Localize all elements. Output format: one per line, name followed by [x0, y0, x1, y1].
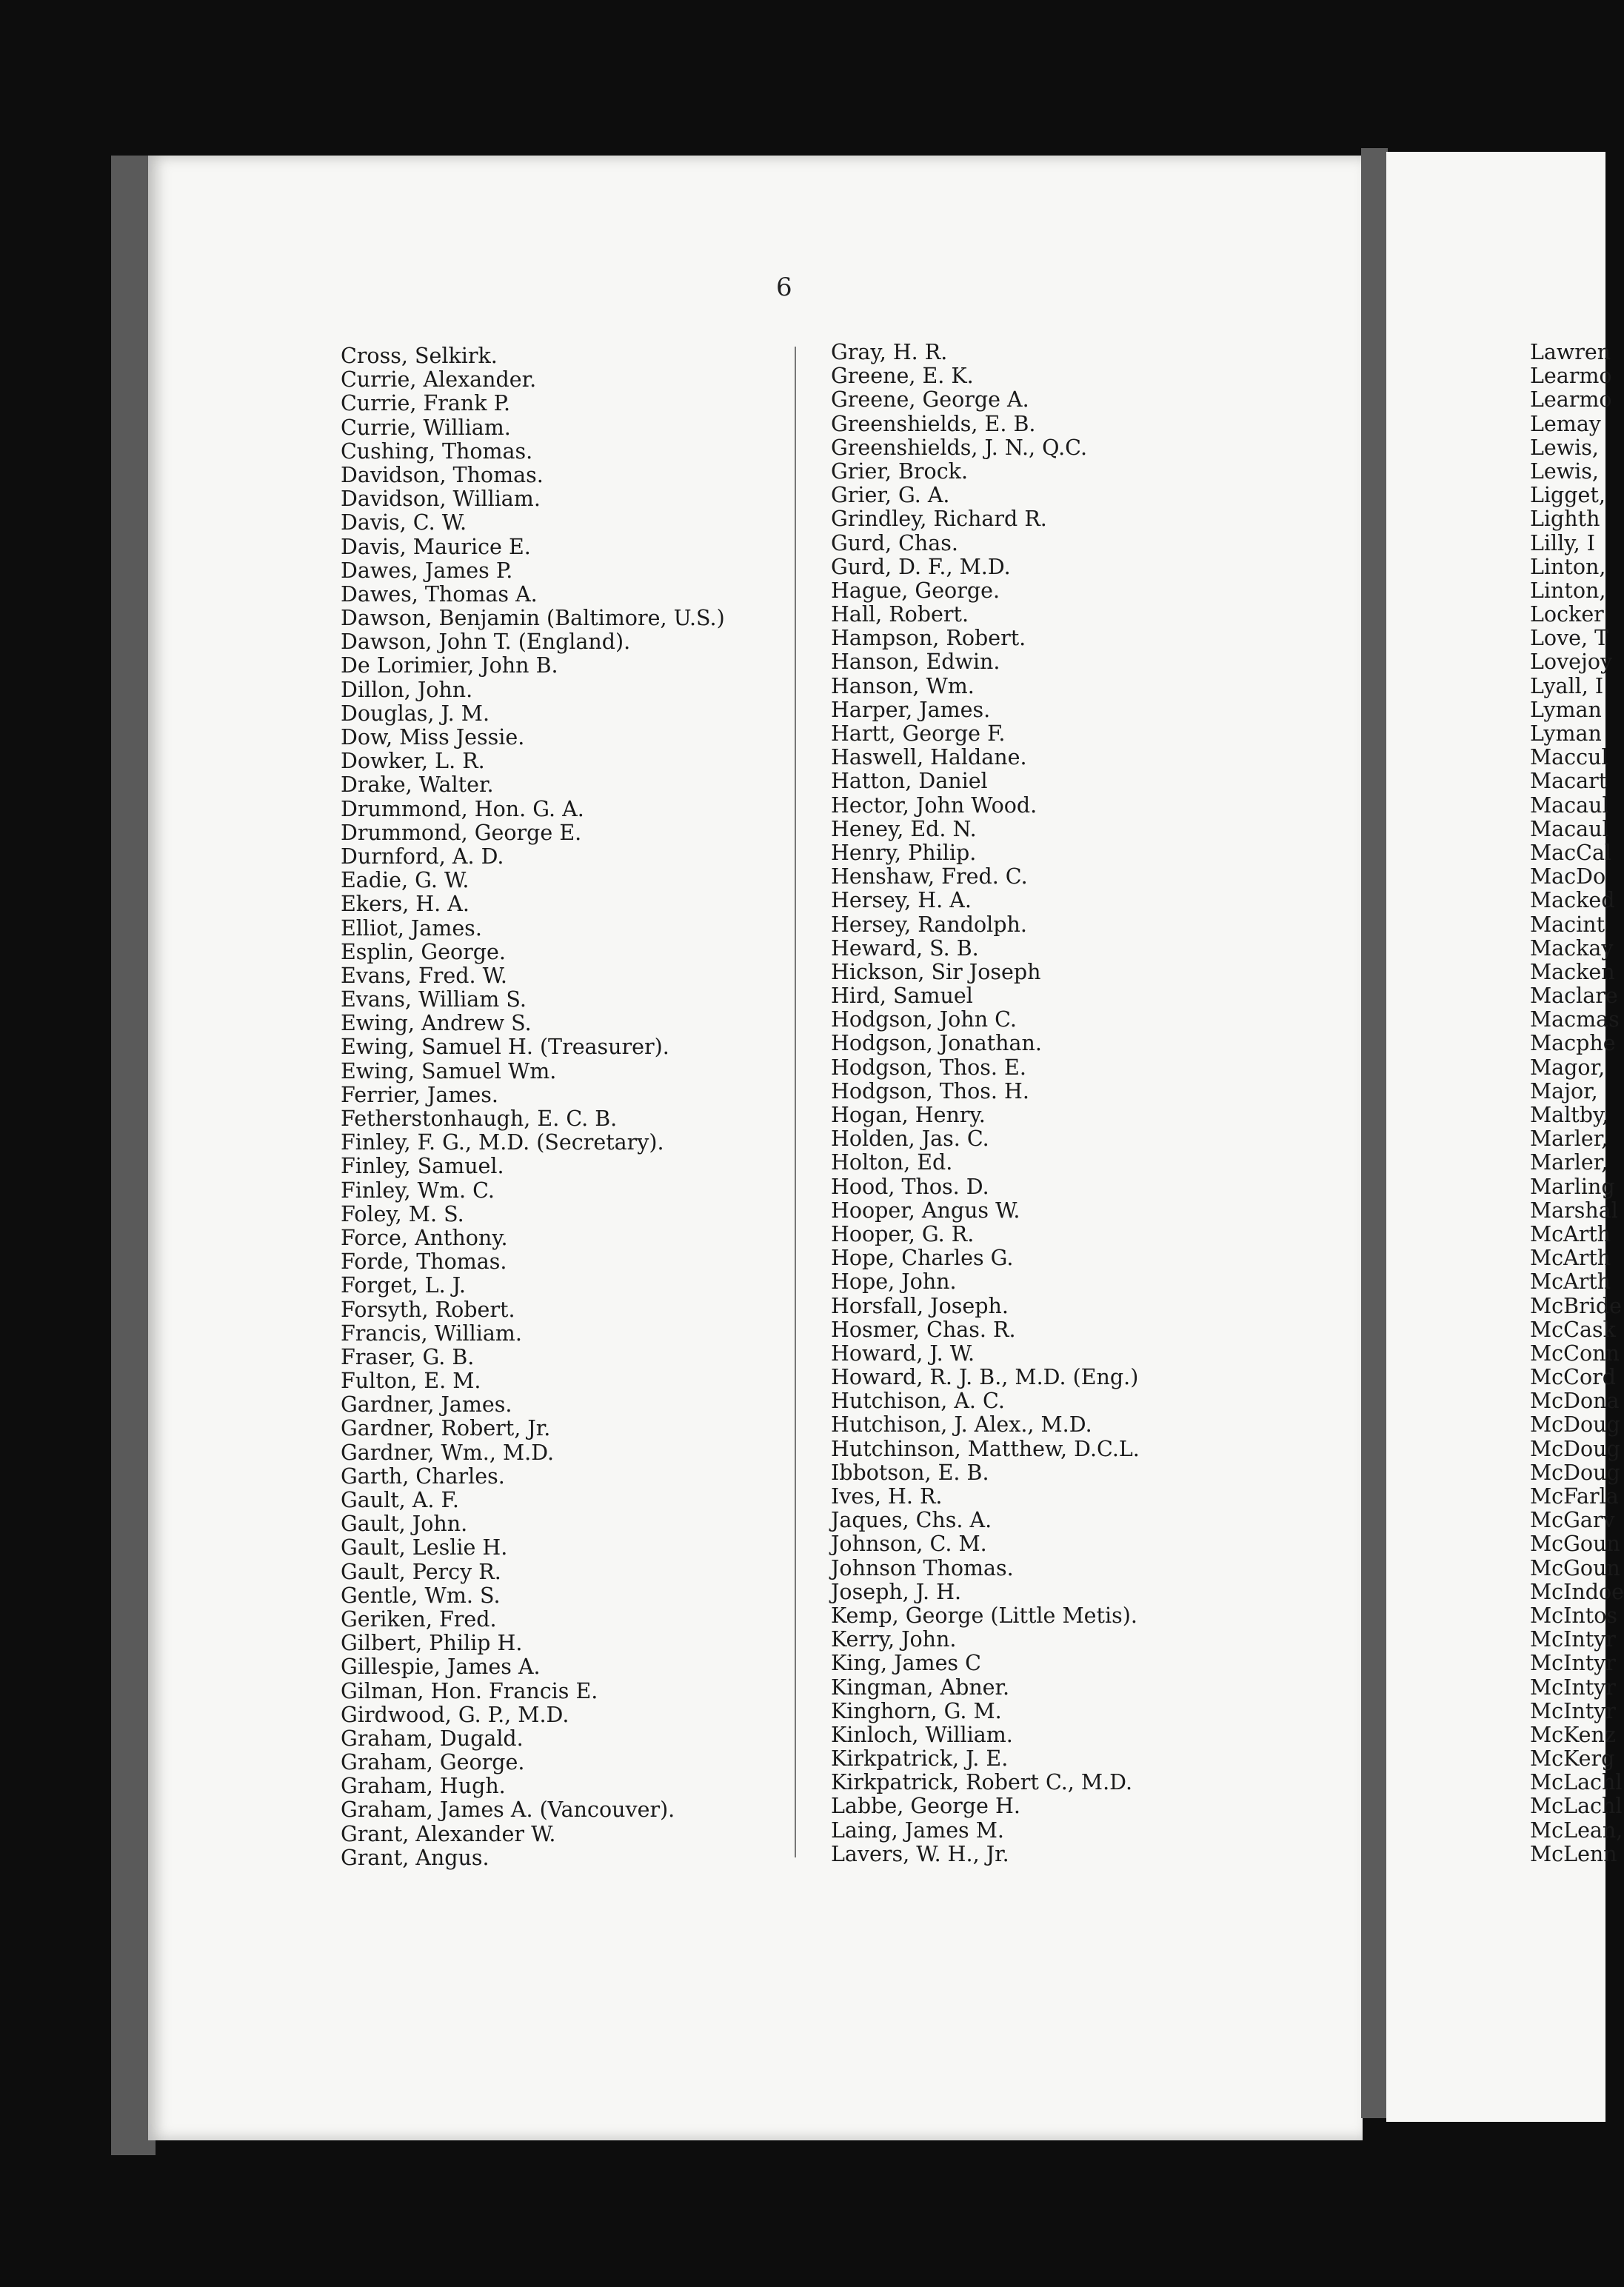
member-name: Elliot, James. — [341, 915, 482, 941]
member-name: Hird, Samuel — [831, 984, 973, 1009]
member-name: Learmo — [1530, 387, 1612, 413]
member-name: Lyman — [1530, 697, 1602, 722]
member-name: Kinloch, William. — [831, 1722, 1013, 1747]
member-name: Douglas, J. M. — [341, 701, 490, 726]
member-name: Holden, Jas. C. — [831, 1126, 989, 1152]
member-list-column-1 — [341, 344, 725, 1870]
member-name: McLean, — [1530, 1817, 1623, 1843]
member-name: Foley, M. S. — [341, 1201, 464, 1226]
member-name: Mackay — [1530, 935, 1614, 961]
member-name: Ewing, Samuel Wm. — [341, 1058, 557, 1084]
member-name: Hutchinson, Matthew, D.C.L. — [831, 1436, 1140, 1461]
member-name: McLachl — [1530, 1794, 1623, 1819]
member-name: MacDo — [1530, 864, 1606, 889]
member-name: Hutchison, A. C. — [831, 1389, 1005, 1414]
member-name: Cushing, Thomas. — [341, 438, 533, 464]
member-name: Greenshields, J. N., Q.C. — [831, 435, 1088, 460]
member-name: McDoug — [1530, 1412, 1620, 1438]
member-list-column-3-partial — [1530, 340, 1624, 1866]
page-number: 6 — [776, 273, 792, 302]
member-name: Marler, — [1530, 1150, 1608, 1175]
left-page — [148, 156, 1363, 2140]
member-name: Gault, Percy R. — [341, 1559, 501, 1584]
member-name: Johnson, C. M. — [831, 1532, 987, 1557]
member-name: MacCal — [1530, 840, 1612, 865]
member-name: Hodgson, John C. — [831, 1007, 1017, 1032]
member-name: Gardner, James. — [341, 1392, 512, 1418]
member-name: Gault, Leslie H. — [341, 1535, 508, 1560]
member-name: Dawson, Benjamin (Baltimore, U.S.) — [341, 606, 725, 631]
member-name: McFarla — [1530, 1484, 1619, 1509]
member-name: Dawes, James P. — [341, 558, 513, 583]
member-name: Hooper, G. R. — [831, 1221, 975, 1246]
member-name: Marling — [1530, 1174, 1615, 1199]
member-list-column-2 — [831, 341, 1140, 1866]
member-name: Greene, E. K. — [831, 364, 974, 389]
member-name: Locker — [1530, 602, 1604, 627]
member-name: McIndoe — [1530, 1579, 1624, 1604]
member-name: Currie, William. — [341, 415, 511, 440]
member-name: McKerg — [1530, 1746, 1615, 1772]
member-name: Ekers, H. A. — [341, 892, 470, 917]
member-name: Hersey, H. A. — [831, 888, 972, 913]
member-name: Labbe, George H. — [831, 1794, 1020, 1819]
member-name: Lawren — [1530, 340, 1611, 364]
member-name: McIntyr — [1530, 1675, 1616, 1700]
member-name: Gault, John. — [341, 1512, 468, 1537]
member-name: Grier, G. A. — [831, 483, 950, 508]
member-name: Drummond, George E. — [341, 820, 582, 845]
member-name: Drake, Walter. — [341, 772, 494, 798]
member-name: Kinghorn, G. M. — [831, 1698, 1002, 1723]
member-name: Hope, John. — [831, 1269, 957, 1295]
member-name: Esplin, George. — [341, 939, 506, 964]
member-name: McArth — [1530, 1246, 1611, 1271]
member-name: Hodgson, Thos. H. — [831, 1078, 1029, 1104]
member-name: Davis, Maurice E. — [341, 534, 531, 559]
member-name: Forde, Thomas. — [341, 1249, 507, 1275]
member-name: Macphe — [1530, 1031, 1616, 1056]
member-name: Grant, Alexander W. — [341, 1821, 556, 1846]
member-name: Major, — [1530, 1078, 1598, 1104]
member-name: Lewis, — [1530, 435, 1599, 460]
member-name: Eadie, G. W. — [341, 868, 470, 893]
member-name: McDoug — [1530, 1460, 1620, 1485]
member-name: Girdwood, G. P., M.D. — [341, 1702, 569, 1727]
member-name: Lighth — [1530, 507, 1600, 532]
member-name: Gentle, Wm. S. — [341, 1583, 501, 1608]
member-name: Kemp, George (Little Metis). — [831, 1603, 1137, 1628]
member-name: Dawes, Thomas A. — [341, 581, 538, 607]
member-name: Jaques, Chs. A. — [831, 1508, 992, 1533]
member-name: De Lorimier, John B. — [341, 653, 558, 678]
member-name: Ferrier, James. — [341, 1082, 498, 1107]
member-name: Gurd, D. F., M.D. — [831, 554, 1011, 579]
member-name: Greene, George A. — [831, 387, 1029, 413]
member-name: Hogan, Henry. — [831, 1103, 986, 1127]
member-name: McLachl — [1530, 1770, 1623, 1795]
member-name: Macint — [1530, 912, 1605, 937]
member-name: Hartt, George F. — [831, 721, 1006, 746]
member-name: Heney, Ed. N. — [831, 816, 977, 841]
member-name: Hersey, Randolph. — [831, 912, 1027, 937]
member-name: McDona — [1530, 1389, 1620, 1414]
member-name: Hanson, Edwin. — [831, 650, 1000, 675]
member-name: Gault, A. F. — [341, 1488, 459, 1512]
member-name: Hutchison, J. Alex., M.D. — [831, 1412, 1092, 1438]
member-name: Graham, Hugh. — [341, 1774, 506, 1799]
member-name: Gray, H. R. — [831, 340, 948, 364]
member-name: Henry, Philip. — [831, 840, 977, 865]
member-name: Ligget, — [1530, 483, 1605, 508]
member-name: Dowker, L. R. — [341, 749, 485, 774]
member-name: Gilbert, Philip H. — [341, 1631, 523, 1656]
member-name: McCask — [1530, 1317, 1616, 1342]
member-name: McGarv — [1530, 1508, 1615, 1533]
member-name: Hatton, Daniel — [831, 769, 988, 794]
member-name: Graham, George. — [341, 1750, 525, 1775]
member-name: Grier, Brock. — [831, 458, 968, 484]
member-name: McKenz — [1530, 1722, 1616, 1747]
member-name: Currie, Frank P. — [341, 391, 511, 416]
member-name: Lyall, I — [1530, 673, 1604, 698]
column-divider — [795, 347, 796, 1857]
member-name: Finley, Samuel. — [341, 1154, 504, 1179]
member-name: Maltby, — [1530, 1103, 1609, 1127]
member-name: Linton, — [1530, 578, 1606, 603]
member-name: Macart — [1530, 769, 1608, 794]
member-name: McIntos — [1530, 1603, 1617, 1628]
member-name: Lavers, W. H., Jr. — [831, 1841, 1009, 1866]
member-name: Forsyth, Robert. — [341, 1297, 515, 1322]
member-name: Macaul — [1530, 792, 1609, 818]
member-name: Howard, J. W. — [831, 1341, 975, 1366]
member-name: Ewing, Samuel H. (Treasurer). — [341, 1035, 669, 1060]
member-name: Davidson, William. — [341, 487, 541, 512]
member-name: McCord — [1530, 1365, 1616, 1390]
member-name: Hector, John Wood. — [831, 792, 1037, 818]
member-name: McBride — [1530, 1293, 1622, 1318]
member-name: McArth — [1530, 1221, 1611, 1246]
member-name: Cross, Selkirk. — [341, 344, 498, 368]
member-name: Learmo — [1530, 364, 1612, 389]
member-name: McArth — [1530, 1269, 1611, 1295]
member-name: Greenshields, E. B. — [831, 411, 1036, 436]
member-name: Johnson Thomas. — [831, 1555, 1014, 1580]
member-name: McIntyr — [1530, 1651, 1616, 1676]
member-name: Howard, R. J. B., M.D. (Eng.) — [831, 1365, 1139, 1390]
member-name: Force, Anthony. — [341, 1225, 508, 1250]
member-name: Garth, Charles. — [341, 1463, 505, 1489]
member-name: Macaul — [1530, 816, 1609, 841]
member-name: King, James C — [831, 1651, 981, 1676]
member-name: Heward, S. B. — [831, 935, 979, 961]
member-name: Hickson, Sir Joseph — [831, 959, 1041, 984]
member-name: McGoun — [1530, 1555, 1620, 1580]
member-name: Graham, James A. (Vancouver). — [341, 1797, 675, 1823]
member-name: Graham, Dugald. — [341, 1726, 524, 1751]
member-name: McIntyr — [1530, 1627, 1616, 1652]
member-name: Kirkpatrick, Robert C., M.D. — [831, 1770, 1133, 1795]
member-name: Currie, Alexander. — [341, 367, 537, 393]
member-name: Grindley, Richard R. — [831, 507, 1047, 532]
member-name: Durnford, A. D. — [341, 844, 504, 869]
member-name: Macken — [1530, 959, 1615, 984]
member-name: Hodgson, Jonathan. — [831, 1031, 1042, 1056]
member-name: Lovejoy — [1530, 650, 1613, 675]
member-name: Finley, F. G., M.D. (Secretary). — [341, 1130, 664, 1155]
member-name: McGoun — [1530, 1532, 1620, 1557]
member-name: Linton, — [1530, 554, 1606, 579]
member-name: Hague, George. — [831, 578, 1000, 603]
member-name: Dawson, John T. (England). — [341, 630, 631, 655]
member-name: Dillon, John. — [341, 677, 473, 702]
member-name: Kirkpatrick, J. E. — [831, 1746, 1009, 1772]
member-name: Joseph, J. H. — [831, 1579, 962, 1604]
member-name: Ives, H. R. — [831, 1484, 943, 1509]
member-name: Hanson, Wm. — [831, 673, 975, 698]
member-name: Grant, Angus. — [341, 1845, 489, 1870]
page-gutter — [1361, 148, 1388, 2118]
member-name: Fulton, E. M. — [341, 1369, 481, 1394]
member-name: Fetherstonhaugh, E. C. B. — [341, 1106, 618, 1131]
member-name: Geriken, Fred. — [341, 1606, 497, 1632]
member-name: Macmas — [1530, 1007, 1620, 1032]
member-name: Hampson, Robert. — [831, 626, 1026, 651]
member-name: Ibbotson, E. B. — [831, 1460, 989, 1485]
member-name: Kingman, Abner. — [831, 1675, 1010, 1700]
member-name: McDoug — [1530, 1436, 1620, 1461]
member-name: Hodgson, Thos. E. — [831, 1055, 1026, 1080]
member-name: Horsfall, Joseph. — [831, 1293, 1009, 1318]
member-name: Ewing, Andrew S. — [341, 1011, 532, 1036]
member-name: Gurd, Chas. — [831, 530, 958, 555]
member-name: Lewis, — [1530, 458, 1599, 484]
member-name: Dow, Miss Jessie. — [341, 725, 525, 749]
member-name: Maclare — [1530, 984, 1618, 1009]
member-name: McLenn — [1530, 1841, 1617, 1866]
member-name: Hood, Thos. D. — [831, 1174, 989, 1199]
member-name: Laing, James M. — [831, 1817, 1004, 1843]
member-name: Finley, Wm. C. — [341, 1178, 495, 1203]
member-name: McConn — [1530, 1341, 1620, 1366]
member-name: Drummond, Hon. G. A. — [341, 796, 584, 821]
member-name: Francis, William. — [341, 1321, 522, 1346]
member-name: Lilly, I — [1530, 530, 1595, 555]
member-name: Harper, James. — [831, 697, 991, 722]
member-name: Henshaw, Fred. C. — [831, 864, 1028, 889]
member-name: Marshal — [1530, 1198, 1618, 1223]
member-name: McIntyr — [1530, 1698, 1616, 1723]
member-name: Hosmer, Chas. R. — [831, 1317, 1016, 1342]
member-name: Hooper, Angus W. — [831, 1198, 1020, 1223]
member-name: Love, T — [1530, 626, 1609, 651]
member-name: Maccul — [1530, 745, 1608, 770]
member-name: Haswell, Haldane. — [831, 745, 1027, 770]
member-name: Magor, — [1530, 1055, 1605, 1080]
member-name: Evans, Fred. W. — [341, 963, 507, 988]
member-name: Evans, William S. — [341, 987, 527, 1012]
member-name: Davidson, Thomas. — [341, 462, 544, 487]
member-name: Fraser, G. B. — [341, 1344, 475, 1369]
member-name: Holton, Ed. — [831, 1150, 953, 1175]
member-name: Lemay — [1530, 411, 1601, 436]
member-name: Davis, C. W. — [341, 510, 467, 535]
member-name: Gardner, Robert, Jr. — [341, 1416, 551, 1441]
member-name: Lyman — [1530, 721, 1602, 746]
member-name: Macked — [1530, 888, 1615, 913]
member-name: Hope, Charles G. — [831, 1246, 1014, 1271]
member-name: Marler, — [1530, 1126, 1608, 1152]
member-name: Gilman, Hon. Francis E. — [341, 1678, 598, 1703]
member-name: Gardner, Wm., M.D. — [341, 1440, 555, 1465]
member-name: Forget, L. J. — [341, 1273, 466, 1298]
member-name: Kerry, John. — [831, 1627, 957, 1652]
member-name: Gillespie, James A. — [341, 1655, 541, 1680]
member-name: Hall, Robert. — [831, 602, 969, 627]
